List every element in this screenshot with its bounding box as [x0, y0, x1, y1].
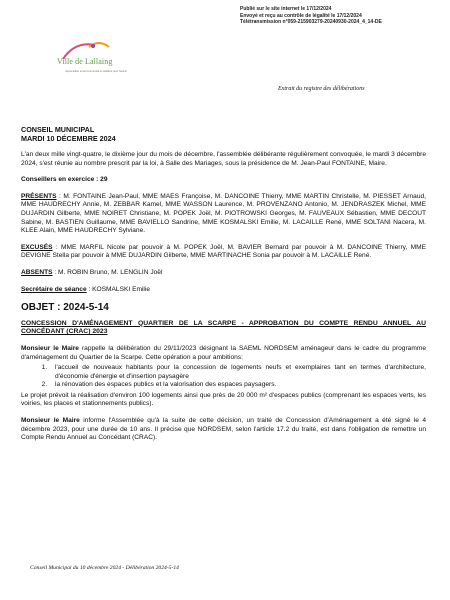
absents-paragraph — [21, 269, 426, 278]
logo-name: Ville de Lallaing — [57, 57, 113, 66]
excuses-list: : MME MARFIL Nicole par pouvoir à M. POPEK Joël, M. BAVIER Bernard par pouvoir à M. DANCOINE Thierry, MME DEVIGNE Stella par pouvoir à MME DUJARDIN Gilberte, MME MARTINACHE Sonia par pouvoir à M. LACAILLE René. — [21, 243, 426, 260]
excuses-label: EXCUSÉS — [21, 243, 53, 251]
presents-paragraph — [21, 193, 426, 236]
objet-heading: OBJET : 2024-5-14 — [21, 302, 109, 314]
council-date: MARDI 10 DÉCEMBRE 2024 — [21, 134, 116, 143]
maire-lead-2: Monsieur le Maire — [21, 417, 80, 425]
conseillers-count: Conseillers en exercice : 29 — [21, 176, 108, 184]
list-item: 2. la rénovation des espaces publics et la valorisation des espaces paysagers. — [49, 381, 426, 390]
page-footer: Conseil Municipal du 10 décembre 2024 - Délibération 2024-5-14 — [30, 565, 179, 571]
projet-paragraph: Le projet prévoit la réalisation d'environ 100 logements ainsi que près de 20 000 m² d'espaces publics (comprenant les espaces verts, les voiries, les places et stationnements publics). — [21, 391, 426, 408]
stamp-published: Publié sur le site internet le 17/12/2024 — [240, 6, 332, 12]
maire-lead-1: Monsieur le Maire — [21, 344, 79, 352]
town-logo — [55, 37, 130, 92]
stamp-received: Envoyé et reçu au contrôle de légalité le 17/12/2024 — [240, 12, 362, 19]
concession-title: CONCESSION D'AMÉNAGEMENT QUARTIER DE LA SCARPE - APPROBATION DU COMPTE RENDU ANNUEL AU CONCÉDANT (CRAC) 2023 — [21, 319, 426, 336]
maire-text-1: rappelle la délibération du 29/11/2023 désignant la SAEML NORDSEM aménageur dans le cadre du programme d'aménagement du Quartier de la Scarpe. Cette opération a pour ambitions: — [21, 344, 426, 361]
presents-list: : M. FONTAINE Jean-Paul, MME MAES Françoise, M. DANCOINE Thierry, MME MARTIN Christelle, M. PIESSET Arnaud, MME HAUDRECHY Annie, M. ZEBBAR Kamel, MME WASSON Laurence, M. PROVENZANO Antonio, M. JENDRASZEK Michel, MME DUJARDIN Gilberte, MME NOIRET Christiane, M. POPEK Joël, M. PIOTROWSKI Georges, M. FAUVEAUX Sébastien, MME DECOUT Sabine, M. BASTIEN Guillaume, MME BAVIELLO Sandrine, MME KOSMALSKI Emilie, M. LACAILLE René, MME SOLTANI Nacera, M. KLEE Alain, MME HAUDRECHY Sylviane. — [21, 192, 426, 235]
maire-paragraph-2 — [21, 417, 426, 443]
deliberation-body — [21, 125, 426, 443]
secretaire-label: Secrétaire de séance — [21, 285, 87, 293]
stamp-transmission: Télétransmission n°059-215903279-20240930-2024_4_14-DE — [240, 19, 382, 26]
council-title: CONSEIL MUNICIPAL — [21, 125, 95, 134]
legal-stamp — [240, 6, 445, 26]
absents-label: ABSENTS — [21, 268, 53, 276]
excuses-paragraph — [21, 244, 426, 261]
register-extract-label: Extrait du registre des délibérations — [278, 86, 365, 92]
maire-text-2: informe l'Assemblée qu'à la suite de cette décision, un traité de Concession d'Aménagement a été signé le 4 décembre 2023, pour une durée de 10 ans. Il précise que NORDSEM, selon l'article 17.2 du traité, est dans l'obligation de remettre un Compte Rendu Annuel au Concédant (CRAC). — [21, 417, 427, 442]
intro-paragraph: L'an deux mille vingt-quatre, le dixième jour du mois de décembre, l'assemblée délibérante régulièrement convoquée, le mardi 3 décembre 2024, s'est réunie au nombre prescrit par la loi, à Salle des Mariages, sous la présidence de M. Jean-Paul FONTAINE, Maire. — [21, 151, 426, 167]
absents-list: : M. ROBIN Bruno, M. LENGLIN Joël — [52, 268, 163, 276]
ambitions-list — [21, 364, 426, 390]
presents-label: PRÉSENTS — [21, 192, 57, 200]
list-item: 1. l'accueil de nouveaux habitants pour la concession de logements neufs et exemplaires tant en termes d'architecture, d'économie d'énergie et d'insertion paysagère — [49, 364, 426, 381]
secretaire-name: : KOSMALSKI Emilie — [86, 285, 151, 293]
maire-paragraph-1 — [21, 345, 426, 362]
logo-tagline: responsable environnemental et solidaire pour l'avenir — [64, 70, 128, 73]
secretaire-paragraph — [21, 286, 426, 295]
